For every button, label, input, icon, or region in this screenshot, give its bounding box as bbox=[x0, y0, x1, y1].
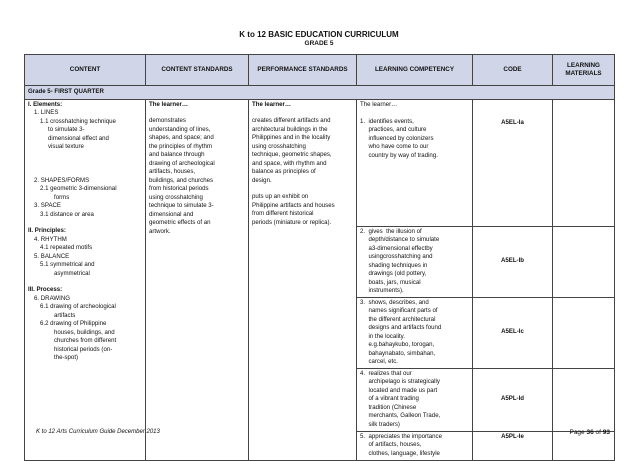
content-standards-text: demonstrates understanding of lines, shapes, and space; and the principles of rhythm and balance through drawing of archeological artifacts, houses, buildings, and churches from historical periods using crosshatching technique to simulate 3- dimensional and geometric effects of an artwork. bbox=[149, 117, 215, 235]
content-item: 2.1 geometric 3-dimensional bbox=[40, 185, 117, 192]
materials-cell bbox=[553, 226, 615, 297]
footer-guide-label: K to 12 Arts Curriculum Guide December 2013 bbox=[36, 429, 160, 435]
content-item: 6. DRAWING bbox=[34, 294, 70, 302]
content-heading-principles: II. Principles: bbox=[28, 227, 66, 234]
materials-cell bbox=[553, 368, 615, 431]
content-item: churches from different bbox=[54, 337, 117, 344]
content-item: 1. LINES bbox=[34, 109, 59, 116]
competency-cell bbox=[357, 99, 473, 226]
code-cell bbox=[473, 368, 553, 431]
competency-text: 3. shows, describes, and names significant parts of the different architectural designs and artifacts found in the locality. e.g.bahaykubo, torogan, bahaynabato, simbahan, carcel, etc. bbox=[360, 298, 442, 365]
quarter-label: Grade 5- FIRST QUARTER bbox=[25, 86, 615, 100]
column-header-content: CONTENT bbox=[25, 55, 146, 86]
content-item: historical periods (on- bbox=[54, 345, 113, 353]
content-cell bbox=[25, 99, 146, 460]
competency-code: A5EL-Ic bbox=[501, 328, 524, 336]
column-header-learning-materials: LEARNING MATERIALS bbox=[553, 55, 615, 86]
column-header-content-standards: CONTENT STANDARDS bbox=[146, 55, 249, 86]
curriculum-table bbox=[24, 54, 615, 461]
content-item: houses, buildings, and bbox=[54, 328, 115, 336]
content-item: 5. BALANCE bbox=[34, 252, 70, 260]
competency-cell bbox=[357, 368, 473, 431]
content-item: dimensional effect and bbox=[48, 134, 109, 142]
page-number bbox=[569, 429, 610, 436]
content-item: to simulate 3- bbox=[48, 126, 85, 133]
performance-standards-cell bbox=[249, 99, 357, 460]
materials-cell bbox=[553, 99, 615, 226]
competency-code: A5EL-Ia bbox=[501, 118, 524, 126]
learner-label: The learner… bbox=[149, 100, 188, 108]
code-cell bbox=[473, 431, 553, 460]
competency-text: The learner… 1. identifies events, practices, and culture influenced by colonizers who have come to our country by way of trading. bbox=[360, 100, 438, 159]
content-item: 4.1 repeated motifs bbox=[40, 244, 93, 251]
competency-cell bbox=[357, 226, 473, 297]
learner-label: The learner… bbox=[252, 100, 291, 108]
content-item: 6.1 drawing of archeological bbox=[40, 303, 116, 310]
content-item: artifacts bbox=[54, 311, 76, 319]
competency-cell bbox=[357, 431, 473, 460]
column-header-learning-competency: LEARNING COMPETENCY bbox=[357, 55, 473, 86]
content-standards-cell bbox=[146, 99, 249, 460]
competency-text: 5. appreciates the importance of artifacts, houses, clothes, language, lifestyle bbox=[360, 432, 442, 457]
grade-subtitle: GRADE 5 bbox=[304, 40, 334, 47]
content-item: 4. RHYTHM bbox=[34, 235, 67, 243]
code-cell bbox=[473, 226, 553, 297]
code-cell bbox=[473, 99, 553, 226]
content-item: forms bbox=[54, 193, 70, 201]
content-item: 1.1 crosshatching technique bbox=[40, 117, 116, 125]
content-heading-process: III. Process: bbox=[28, 286, 63, 293]
competency-text: 4. realizes that our archipelago is strategically located and made us part of a vibrant trading tradition (Chinese merchants, Galleon Trade, silk traders) bbox=[360, 369, 441, 428]
performance-standards-text: creates different artifacts and architectural buildings in the Philippines and in the locality using crosshatching technique, geometric shapes, and space, with rhythm and balance as principles of design. bbox=[252, 117, 332, 184]
content-item: the-spot) bbox=[54, 354, 79, 361]
page-of: of bbox=[593, 429, 603, 436]
competency-code: A5PL-Ie bbox=[501, 432, 524, 440]
content-item: 3. SPACE bbox=[34, 202, 61, 209]
content-item: 6.2 drawing of Philippine bbox=[40, 320, 107, 327]
content-item: asymmetrical bbox=[54, 269, 90, 277]
competency-cell bbox=[357, 297, 473, 368]
content-item: 3.1 distance or area bbox=[40, 210, 94, 218]
table-row bbox=[25, 99, 615, 226]
competency-code: A5EL-Ib bbox=[500, 257, 525, 265]
content-item: visual texture bbox=[48, 143, 84, 150]
quarter-row bbox=[25, 86, 615, 100]
page-total: 93 bbox=[602, 429, 610, 436]
content-heading-elements: I. Elements: bbox=[28, 100, 63, 108]
column-header-code: CODE bbox=[473, 55, 553, 86]
column-header-performance-standards: PERFORMANCE STANDARDS bbox=[249, 55, 357, 86]
competency-text: 2. gives the illusion of depth/distance to simulate a3-dimensional effectby usingcrosshatching and shading techniques in drawings (old pottery, boats, jars, musical instruments). bbox=[360, 227, 440, 294]
table-header-row bbox=[25, 55, 615, 86]
content-item: 5.1 symmetrical and bbox=[40, 261, 95, 268]
code-cell bbox=[473, 297, 553, 368]
page-prefix: Page bbox=[569, 429, 587, 436]
performance-standards-text-2: puts up an exhibit on Philippine artifacts and houses from different historical periods (miniature or replica). bbox=[252, 193, 335, 226]
content-item: 2. SHAPES/FORMS bbox=[34, 176, 90, 184]
document-title: K to 12 BASIC EDUCATION CURRICULUM bbox=[239, 30, 399, 39]
page-current: 36 bbox=[586, 429, 594, 436]
materials-cell bbox=[553, 297, 615, 368]
competency-code: A5PL-Id bbox=[500, 395, 525, 403]
